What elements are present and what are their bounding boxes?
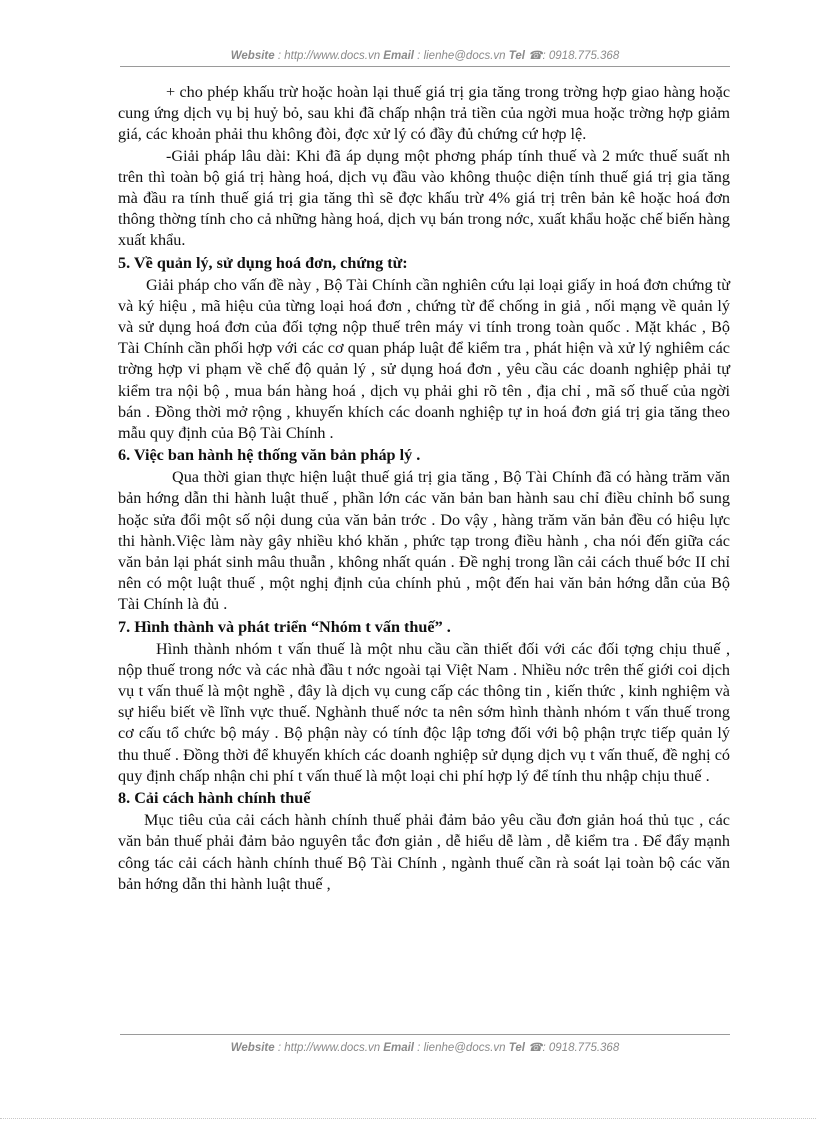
- heading-section-8: 8. Cải cách hành chính thuế: [118, 789, 311, 808]
- heading-section-6: 6. Việc ban hành hệ thống văn bản pháp lý .: [118, 446, 421, 465]
- footer-website-label: Website: [230, 1042, 275, 1054]
- paragraph-long-term-solution: -Giải pháp lâu dài: Khi đã áp dụng một phơng pháp tính thuế và 2 mức thuế suất nh trên thì toàn bộ giá trị hàng hoá, dịch vụ đầu vào không thuộc diện tính thuế giá trị gia tăng mà đầu ra tính thuế giá trị gia tăng thì sẽ đợc khấu trừ 4% giá trị trên bản kê hoặc hoá đơn thông thờng tính cho cả những hàng hoá, dịch vụ bán trong nớc, xuất khẩu hoặc chế biến hàng xuất khẩu.: [118, 146, 730, 250]
- header-divider: [120, 66, 730, 67]
- heading-section-7: 7. Hình thành và phát triển “Nhóm t vấn thuế” .: [118, 617, 451, 636]
- header-website-label: Website: [230, 50, 275, 62]
- page-header: [120, 48, 730, 62]
- paragraph-invoice-management: Giải pháp cho vấn đề này , Bộ Tài Chính cần nghiên cứu lại loại giấy in hoá đơn chứng từ và ký hiệu , mã hiệu của từng loại hoá đơn , chứng từ để chống in giả , nối mạng về quản lý và sử dụng hoá đơn của đối tợng nộp thuế trên máy vi tính trong toàn quốc . Mặt khác , Bộ Tài Chính cần phối hợp với các cơ quan pháp luật để kiểm tra , phát hiện và xử lý nghiêm các trờng hợp vi phạm về chế độ quản lý , sử dụng hoá đơn , yêu cầu các doanh nghiệp phải tự kiểm tra nội bộ , mua bán hàng hoá , dịch vụ phải ghi rõ tên , địa chỉ , mã số thuế của ngời bán . Đồng thời mở rộng , khuyến khích các doanh nghiệp tự in hoá đơn giá trị gia tăng theo mẫu quy định của Bộ Tài Chính .: [118, 275, 730, 443]
- header-website-value: : http://www.docs.vn: [274, 50, 384, 62]
- footer-email-value: : lienhe@docs.vn: [413, 1042, 509, 1054]
- paragraph-tax-advisory: Hình thành nhóm t vấn thuế là một nhu cầu cần thiết đối với các đối tợng chịu thuế , nộp thuế trong nớc và các nhà đầu t nớc ngoài tại Việt Nam . Nhiều nớc trên thế giới coi dịch vụ t vấn thuế là một nghề , đây là dịch vụ cung cấp các thông tin , kiến thức , kinh nghiệm và sự hiểu biết về lĩnh vực thuế. Nghành thuế nớc ta nên sớm hình thành nhóm t vấn thuế trong cơ cấu tổ chức bộ máy . Bộ phận này có tính độc lập tơng đối với bộ phận trực tiếp quản lý thu thuế . Đồng thời để khuyến khích các doanh nghiệp sử dụng dịch vụ t vấn thuế, đề nghị có quy định chấp nhận chi phí t vấn thuế là một loại chi phí hợp lý để tính thu nhập chịu thuế .: [118, 639, 730, 785]
- paragraph-legal-documents: Qua thời gian thực hiện luật thuế giá trị gia tăng , Bộ Tài Chính đã có hàng trăm văn bản hớng dẫn thi hành luật thuế , phần lớn các văn bản ban hành sau chỉ điều chỉnh bổ sung hoặc sửa đổi một số nội dung của văn bản trớc . Do vậy , hàng trăm văn bản đều có hiệu lực thi hành.Việc làm này gây nhiều khó khăn , phức tạp trong điều hành , cha nói đến giữa các văn bản lại phát sinh mâu thuẫn , không nhất quán . Đề nghị trong lần cải cách thuế bớc II chỉ nên có một luật thuế , một nghị định của chính phủ , một đến hai văn bản hớng dẫn của Bộ Tài Chính là đủ .: [118, 468, 730, 614]
- footer-divider: [120, 1034, 730, 1035]
- header-email-label: Email: [383, 50, 414, 62]
- footer-website-value: : http://www.docs.vn: [274, 1042, 384, 1054]
- footer-email-label: Email: [383, 1042, 414, 1054]
- paragraph-deduction: + cho phép khấu trừ hoặc hoàn lại thuế giá trị gia tăng trong trờng hợp giao hàng hoặc cung ứng dịch vụ bị huỷ bỏ, sau khi đã chấp nhận trả tiền của ngời mua hoặc trờng hợp giảm giá, các khoản phải thu không đòi, đợc xử lý có đầy đủ chứng cứ hợp lệ.: [118, 83, 730, 144]
- footer-tel-label: Tel: [508, 1042, 525, 1054]
- page-edge-divider: [0, 1118, 816, 1119]
- heading-section-5: 5. Về quản lý, sử dụng hoá đơn, chứng từ:: [118, 253, 408, 272]
- document-body: [118, 82, 730, 895]
- header-email-value: : lienhe@docs.vn: [413, 50, 509, 62]
- header-tel-label: Tel: [508, 50, 525, 62]
- header-tel-value: ☎: 0918.775.368: [524, 50, 620, 62]
- footer-tel-value: ☎: 0918.775.368: [524, 1042, 620, 1054]
- page-footer: [120, 1040, 730, 1054]
- paragraph-admin-reform: Mục tiêu của cải cách hành chính thuế phải đảm bảo yêu cầu đơn giản hoá thủ tục , các văn bản thuế phải đảm bảo nguyên tắc đơn giản , dễ hiểu dễ làm , dễ kiểm tra . Để đẩy mạnh công tác cải cách hành chính thuế Bộ Tài Chính , ngành thuế cần rà soát lại toàn bộ các văn bản hớng dẫn thi hành luật thuế ,: [118, 811, 730, 893]
